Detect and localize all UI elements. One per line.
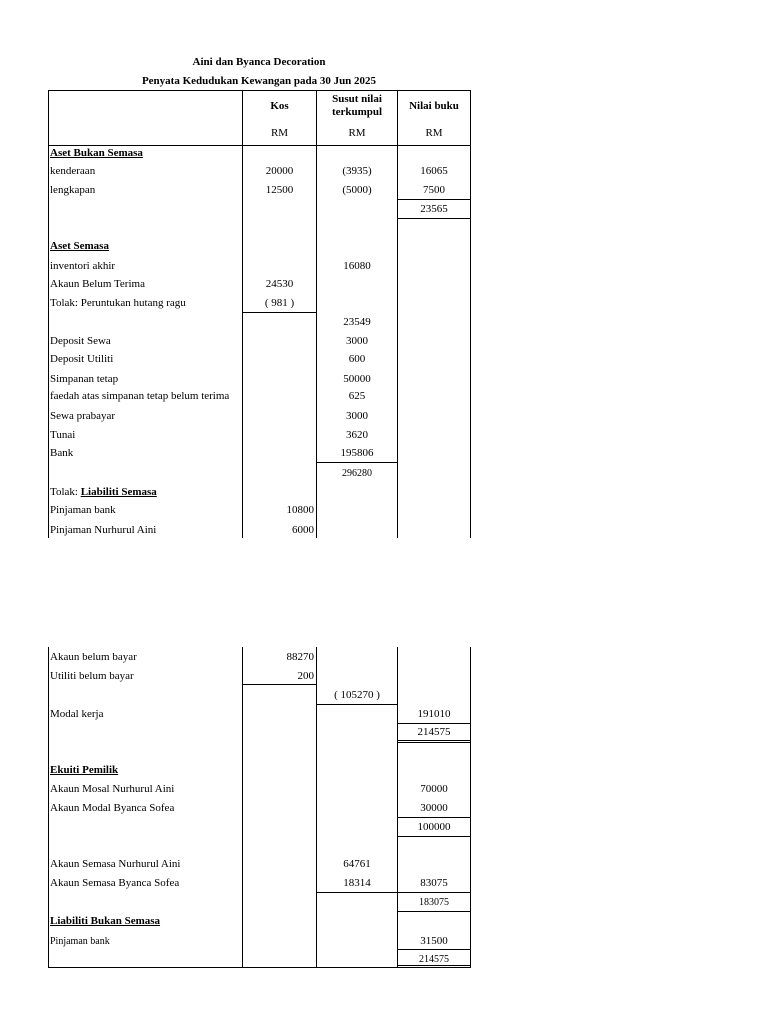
column-divider-nilai (397, 90, 398, 538)
lengkapan-nilai: 7500 (423, 184, 445, 196)
modal-kerja-total: 214575 (417, 726, 451, 738)
inventori-value: 16080 (343, 260, 371, 272)
grand-total-underline (397, 965, 471, 966)
row-label-sewa-prabayar: Sewa prabayar (50, 410, 116, 422)
kenderaan-susut: (3935) (342, 165, 372, 177)
table2-right-border (470, 647, 471, 968)
row-label-faedah: faedah atas simpanan tetap belum terima (50, 390, 230, 402)
row-label-modal-byanca: Akaun Modal Byanca Sofea (50, 802, 175, 814)
row-label-modal-kerja: Modal kerja (50, 708, 104, 720)
row-label-inventori: inventori akhir (50, 260, 116, 272)
column-divider-kos (242, 90, 243, 538)
row-label-tunai: Tunai (50, 429, 76, 441)
akaun-belum-terima-value: 24530 (265, 278, 294, 290)
deposit-sewa-value: 3000 (346, 335, 368, 347)
header-nilai-buku: Nilai buku (409, 100, 459, 112)
table-right-border (470, 90, 471, 538)
grand-total: 214575 (419, 954, 449, 965)
aset-semasa-total: 296280 (342, 468, 372, 479)
table-top-border (48, 90, 471, 91)
table2-divider-kos (242, 647, 243, 968)
pinjaman-bank-value: 10800 (286, 504, 314, 516)
subtotal-rule (397, 199, 471, 200)
row-label-akaun-belum-terima: Akaun Belum Terima (50, 278, 145, 290)
unit-kos: RM (270, 127, 289, 139)
unit-nilai: RM (425, 127, 443, 139)
table-left-border (48, 90, 49, 538)
header-susut-line1: Susut nilai (332, 93, 382, 105)
header-susut-line2: terkumpul (331, 106, 383, 118)
row-label-pinjaman-aini: Pinjaman Nurhurul Aini (50, 524, 157, 536)
ekuiti-underline (397, 911, 471, 912)
semasa-byanca-value: 18314 (343, 877, 371, 889)
table2-bottom-border (48, 967, 471, 968)
row-label-deposit-utiliti: Deposit Utiliti (50, 353, 114, 365)
modal-kerja-rule (397, 723, 471, 724)
modal-underline (397, 836, 471, 837)
subtotal-underline (397, 218, 471, 219)
liabiliti-total-rule (316, 704, 398, 705)
tolak-prefix: Tolak: (50, 486, 78, 498)
unit-susut: RM (348, 127, 366, 139)
modal-byanca-value: 30000 (420, 802, 448, 814)
row-label-pinjaman-bank: Pinjaman bank (50, 504, 116, 516)
row-label-semasa-aini: Akaun Semasa Nurhurul Aini (50, 858, 181, 870)
row-label-semasa-byanca: Akaun Semasa Byanca Sofea (50, 877, 180, 889)
row-label-peruntukan: Tolak: Peruntukan hutang ragu (50, 297, 186, 309)
pinjaman-aini-value: 6000 (292, 524, 314, 536)
abt-rule (242, 312, 317, 313)
header-bottom-border (48, 145, 471, 146)
header-kos: Kos (270, 100, 289, 112)
row-label-akaun-belum-bayar: Akaun belum bayar (50, 651, 137, 663)
row-label-pinjaman-bank-jangka-panjang: Pinjaman bank (50, 936, 110, 947)
ekuiti-total: 183075 (419, 897, 449, 908)
peruntukan-value: ( 981 ) (264, 297, 295, 309)
kenderaan-nilai: 16065 (420, 165, 448, 177)
akaun-belum-bayar-value: 88270 (286, 651, 314, 663)
liabiliti-semasa-total: ( 105270 ) (334, 689, 380, 701)
row-label-deposit-sewa: Deposit Sewa (50, 335, 111, 347)
utiliti-belum-bayar-value: 200 (297, 670, 314, 682)
modal-rule (397, 817, 471, 818)
section-heading-aset-semasa: Aset Semasa (50, 240, 109, 252)
row-label-simpanan-tetap: Simpanan tetap (50, 373, 119, 385)
row-label-modal-aini: Akaun Mosal Nurhurul Aini (50, 783, 175, 795)
modal-kerja-value: 191010 (417, 708, 451, 720)
lengkapan-susut: (5000) (342, 184, 372, 196)
section-heading-liabiliti-semasa: Liabiliti Semasa (80, 486, 157, 498)
section-heading-ekuiti-pemilik: Ekuiti Pemilik (50, 764, 119, 776)
semasa-rule (316, 892, 471, 893)
row-label-utiliti-belum-bayar: Utiliti belum bayar (50, 670, 134, 682)
modal-kerja-underline-2 (397, 742, 471, 743)
section-heading-aset-bukan-semasa: Aset Bukan Semasa (50, 147, 143, 159)
modal-total: 100000 (417, 821, 451, 833)
aset-semasa-rule (316, 462, 398, 463)
row-label-bank: Bank (50, 447, 74, 459)
modal-aini-value: 70000 (420, 783, 448, 795)
statement-entity-title: Aini dan Byanca Decoration (192, 56, 326, 68)
aset-bukan-semasa-total: 23565 (420, 203, 448, 215)
liabiliti-kos-rule (242, 684, 317, 685)
final-rule (397, 949, 471, 950)
kenderaan-kos: 20000 (265, 165, 294, 177)
row-label-kenderaan: kenderaan (50, 165, 96, 177)
sewa-prabayar-value: 3000 (346, 410, 368, 422)
tolak-label (50, 486, 157, 499)
net-abt-value: 23549 (343, 316, 371, 328)
tunai-value: 3620 (346, 429, 368, 441)
faedah-value: 625 (348, 390, 366, 402)
lengkapan-kos: 12500 (265, 184, 294, 196)
row-label-lengkapan: lengkapan (50, 184, 96, 196)
deposit-utiliti-value: 600 (348, 353, 366, 365)
bank-value: 195806 (340, 447, 374, 459)
section-heading-liabiliti-bukan-semasa: Liabiliti Bukan Semasa (50, 915, 161, 927)
pinjaman-bank-jangka-panjang-value: 31500 (420, 935, 448, 947)
statement-subtitle: Penyata Kedudukan Kewangan pada 30 Jun 2025 (141, 75, 377, 87)
semasa-total-value: 83075 (420, 877, 448, 889)
table2-left-border (48, 647, 49, 968)
modal-kerja-underline-1 (397, 740, 471, 741)
semasa-aini-value: 64761 (343, 858, 371, 870)
simpanan-tetap-value: 50000 (343, 373, 371, 385)
